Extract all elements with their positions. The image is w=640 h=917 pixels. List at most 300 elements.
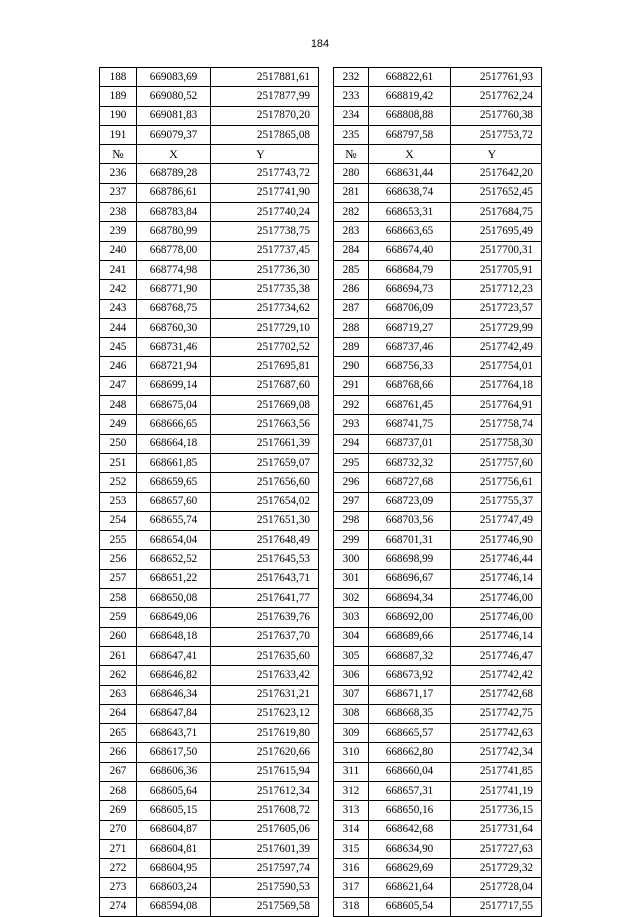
table-row — [334, 241, 542, 260]
cell-y: 2517747,49 — [451, 511, 542, 530]
cell-y: 2517742,42 — [451, 666, 542, 685]
cell-x: 668723,09 — [369, 492, 451, 511]
coordinates-table-left — [99, 67, 319, 917]
cell-y: 2517669,08 — [211, 396, 319, 415]
cell-x: 668648,18 — [137, 627, 211, 646]
table-row — [100, 801, 319, 820]
cell-y: 2517605,06 — [211, 820, 319, 839]
table-row — [100, 646, 319, 665]
cell-num: 264 — [100, 704, 137, 723]
cell-y: 2517736,30 — [211, 260, 319, 279]
column-header-x: X — [369, 145, 451, 164]
cell-y: 2517601,39 — [211, 839, 319, 858]
table-row — [334, 415, 542, 434]
cell-x: 668617,50 — [137, 743, 211, 762]
cell-num: 272 — [100, 859, 137, 878]
cell-x: 668605,54 — [369, 897, 451, 916]
cell-y: 2517746,14 — [451, 627, 542, 646]
table-row — [100, 164, 319, 183]
table-row — [334, 531, 542, 550]
cell-num: 263 — [100, 685, 137, 704]
cell-num: 255 — [100, 531, 137, 550]
table-row — [100, 897, 319, 916]
cell-x: 668674,40 — [369, 241, 451, 260]
cell-y: 2517737,45 — [211, 241, 319, 260]
table-row — [334, 550, 542, 569]
cell-y: 2517741,90 — [211, 183, 319, 202]
cell-x: 668780,99 — [137, 222, 211, 241]
column-header-num: № — [100, 145, 137, 164]
table-row — [100, 357, 319, 376]
cell-num: 287 — [334, 299, 369, 318]
cell-x: 668605,64 — [137, 781, 211, 800]
table-row — [334, 820, 542, 839]
table-row — [100, 743, 319, 762]
cell-num: 281 — [334, 183, 369, 202]
cell-num: 285 — [334, 260, 369, 279]
cell-x: 668604,95 — [137, 859, 211, 878]
cell-y: 2517865,08 — [211, 125, 319, 144]
cell-y: 2517746,44 — [451, 550, 542, 569]
cell-y: 2517597,74 — [211, 859, 319, 878]
cell-num: 256 — [100, 550, 137, 569]
cell-num: 273 — [100, 878, 137, 897]
cell-num: 312 — [334, 781, 369, 800]
table-row — [100, 724, 319, 743]
table-row — [334, 106, 542, 125]
cell-y: 2517734,62 — [211, 299, 319, 318]
table-row — [334, 878, 542, 897]
table-row — [100, 839, 319, 858]
cell-y: 2517754,01 — [451, 357, 542, 376]
cell-num: 301 — [334, 569, 369, 588]
cell-num: 282 — [334, 203, 369, 222]
cell-num: 271 — [100, 839, 137, 858]
table-row — [334, 724, 542, 743]
cell-x: 668760,30 — [137, 318, 211, 337]
cell-y: 2517881,61 — [211, 68, 319, 87]
cell-num: 294 — [334, 434, 369, 453]
cell-num: 269 — [100, 801, 137, 820]
cell-num: 259 — [100, 608, 137, 627]
cell-x: 668684,79 — [369, 260, 451, 279]
cell-y: 2517643,71 — [211, 569, 319, 588]
cell-x: 668659,65 — [137, 473, 211, 492]
cell-num: 317 — [334, 878, 369, 897]
cell-num: 253 — [100, 492, 137, 511]
cell-num: 233 — [334, 87, 369, 106]
cell-x: 668643,71 — [137, 724, 211, 743]
table-row — [334, 801, 542, 820]
cell-num: 303 — [334, 608, 369, 627]
cell-num: 257 — [100, 569, 137, 588]
cell-x: 668665,57 — [369, 724, 451, 743]
cell-y: 2517590,53 — [211, 878, 319, 897]
cell-y: 2517612,34 — [211, 781, 319, 800]
cell-x: 668603,24 — [137, 878, 211, 897]
table-row — [100, 87, 319, 106]
cell-y: 2517756,61 — [451, 473, 542, 492]
cell-y: 2517635,60 — [211, 646, 319, 665]
table-row — [100, 241, 319, 260]
cell-x: 668737,01 — [369, 434, 451, 453]
table-row — [100, 859, 319, 878]
cell-num: 289 — [334, 338, 369, 357]
cell-num: 244 — [100, 318, 137, 337]
cell-y: 2517742,63 — [451, 724, 542, 743]
cell-num: 250 — [100, 434, 137, 453]
table-row — [334, 318, 542, 337]
cell-num: 292 — [334, 396, 369, 415]
table-row — [100, 781, 319, 800]
cell-num: 290 — [334, 357, 369, 376]
cell-y: 2517623,12 — [211, 704, 319, 723]
table-row — [334, 666, 542, 685]
cell-num: 274 — [100, 897, 137, 916]
cell-x: 669080,52 — [137, 87, 211, 106]
table-row — [100, 318, 319, 337]
cell-y: 2517764,18 — [451, 376, 542, 395]
cell-x: 668771,90 — [137, 280, 211, 299]
cell-num: 311 — [334, 762, 369, 781]
table-row — [334, 646, 542, 665]
cell-num: 306 — [334, 666, 369, 685]
cell-num: 295 — [334, 453, 369, 472]
cell-y: 2517738,75 — [211, 222, 319, 241]
cell-y: 2517746,00 — [451, 608, 542, 627]
table-row — [334, 839, 542, 858]
cell-x: 668783,84 — [137, 203, 211, 222]
cell-x: 668657,31 — [369, 781, 451, 800]
cell-y: 2517642,20 — [451, 164, 542, 183]
cell-y: 2517736,15 — [451, 801, 542, 820]
header-row — [100, 145, 319, 164]
table-row — [100, 299, 319, 318]
cell-num: 246 — [100, 357, 137, 376]
cell-x: 668604,87 — [137, 820, 211, 839]
cell-num: 249 — [100, 415, 137, 434]
cell-y: 2517659,07 — [211, 453, 319, 472]
cell-num: 299 — [334, 531, 369, 550]
cell-num: 313 — [334, 801, 369, 820]
cell-x: 668694,73 — [369, 280, 451, 299]
cell-x: 668699,14 — [137, 376, 211, 395]
cell-num: 248 — [100, 396, 137, 415]
cell-y: 2517729,10 — [211, 318, 319, 337]
cell-num: 241 — [100, 260, 137, 279]
cell-x: 669083,69 — [137, 68, 211, 87]
table-row — [100, 203, 319, 222]
cell-num: 260 — [100, 627, 137, 646]
table-row — [334, 280, 542, 299]
cell-num: 245 — [100, 338, 137, 357]
table-row — [100, 608, 319, 627]
cell-x: 668808,88 — [369, 106, 451, 125]
cell-num: 267 — [100, 762, 137, 781]
cell-x: 668698,99 — [369, 550, 451, 569]
table-row — [100, 222, 319, 241]
table-row — [100, 492, 319, 511]
cell-y: 2517742,34 — [451, 743, 542, 762]
table-row — [334, 396, 542, 415]
cell-x: 668727,68 — [369, 473, 451, 492]
table-row — [334, 338, 542, 357]
table-row — [100, 106, 319, 125]
cell-x: 668797,58 — [369, 125, 451, 144]
cell-y: 2517615,94 — [211, 762, 319, 781]
cell-num: 314 — [334, 820, 369, 839]
table-row — [100, 473, 319, 492]
table-row — [334, 203, 542, 222]
cell-y: 2517729,99 — [451, 318, 542, 337]
cell-y: 2517729,32 — [451, 859, 542, 878]
cell-y: 2517684,75 — [451, 203, 542, 222]
table-row — [100, 762, 319, 781]
table-row — [334, 859, 542, 878]
cell-y: 2517731,64 — [451, 820, 542, 839]
table-row — [334, 781, 542, 800]
cell-num: 291 — [334, 376, 369, 395]
table-row — [334, 569, 542, 588]
table-row — [334, 183, 542, 202]
cell-num: 296 — [334, 473, 369, 492]
cell-num: 258 — [100, 589, 137, 608]
cell-x: 668661,85 — [137, 453, 211, 472]
cell-num: 190 — [100, 106, 137, 125]
cell-x: 668731,46 — [137, 338, 211, 357]
cell-y: 2517717,55 — [451, 897, 542, 916]
table-row — [334, 608, 542, 627]
cell-num: 302 — [334, 589, 369, 608]
cell-num: 305 — [334, 646, 369, 665]
cell-num: 307 — [334, 685, 369, 704]
cell-num: 300 — [334, 550, 369, 569]
table-row — [334, 685, 542, 704]
cell-x: 668647,41 — [137, 646, 211, 665]
cell-y: 2517705,91 — [451, 260, 542, 279]
cell-num: 251 — [100, 453, 137, 472]
table-row — [334, 453, 542, 472]
cell-x: 668646,82 — [137, 666, 211, 685]
cell-num: 318 — [334, 897, 369, 916]
column-header-x: X — [137, 145, 211, 164]
cell-x: 668761,45 — [369, 396, 451, 415]
cell-y: 2517652,45 — [451, 183, 542, 202]
cell-x: 668651,22 — [137, 569, 211, 588]
cell-x: 668655,74 — [137, 511, 211, 530]
table-row — [100, 820, 319, 839]
table-row — [100, 125, 319, 144]
cell-num: 189 — [100, 87, 137, 106]
table-row — [100, 434, 319, 453]
table-row — [334, 897, 542, 916]
cell-num: 236 — [100, 164, 137, 183]
cell-x: 668649,06 — [137, 608, 211, 627]
cell-x: 668605,15 — [137, 801, 211, 820]
cell-y: 2517645,53 — [211, 550, 319, 569]
table-row — [334, 743, 542, 762]
cell-num: 238 — [100, 203, 137, 222]
table-row — [100, 68, 319, 87]
cell-num: 239 — [100, 222, 137, 241]
table-row — [334, 125, 542, 144]
cell-num: 308 — [334, 704, 369, 723]
table-row — [334, 164, 542, 183]
cell-x: 668671,17 — [369, 685, 451, 704]
cell-x: 668768,66 — [369, 376, 451, 395]
cell-y: 2517761,93 — [451, 68, 542, 87]
cell-num: 243 — [100, 299, 137, 318]
table-row — [100, 376, 319, 395]
cell-x: 668652,52 — [137, 550, 211, 569]
table-row — [100, 589, 319, 608]
cell-y: 2517740,24 — [211, 203, 319, 222]
cell-x: 668819,42 — [369, 87, 451, 106]
cell-y: 2517695,49 — [451, 222, 542, 241]
cell-y: 2517608,72 — [211, 801, 319, 820]
cell-y: 2517762,24 — [451, 87, 542, 106]
cell-num: 297 — [334, 492, 369, 511]
column-header-num: № — [334, 145, 369, 164]
cell-y: 2517633,42 — [211, 666, 319, 685]
cell-y: 2517758,74 — [451, 415, 542, 434]
table-row — [334, 357, 542, 376]
cell-num: 266 — [100, 743, 137, 762]
cell-x: 668768,75 — [137, 299, 211, 318]
cell-num: 280 — [334, 164, 369, 183]
cell-y: 2517712,23 — [451, 280, 542, 299]
column-header-y: Y — [211, 145, 319, 164]
cell-x: 668696,67 — [369, 569, 451, 588]
cell-y: 2517755,37 — [451, 492, 542, 511]
cell-x: 668666,65 — [137, 415, 211, 434]
cell-x: 669079,37 — [137, 125, 211, 144]
cell-y: 2517695,81 — [211, 357, 319, 376]
cell-x: 668650,16 — [369, 801, 451, 820]
table-row — [334, 376, 542, 395]
table-row — [100, 569, 319, 588]
cell-y: 2517651,30 — [211, 511, 319, 530]
cell-x: 668706,09 — [369, 299, 451, 318]
cell-num: 283 — [334, 222, 369, 241]
cell-y: 2517620,66 — [211, 743, 319, 762]
cell-x: 668692,00 — [369, 608, 451, 627]
cell-y: 2517656,60 — [211, 473, 319, 492]
cell-x: 668732,32 — [369, 453, 451, 472]
header-row — [334, 145, 542, 164]
cell-x: 668786,61 — [137, 183, 211, 202]
cell-x: 668774,98 — [137, 260, 211, 279]
cell-y: 2517661,39 — [211, 434, 319, 453]
table-row — [334, 589, 542, 608]
cell-num: 240 — [100, 241, 137, 260]
cell-x: 668822,61 — [369, 68, 451, 87]
cell-y: 2517648,49 — [211, 531, 319, 550]
table-row — [334, 222, 542, 241]
cell-x: 668737,46 — [369, 338, 451, 357]
cell-x: 668642,68 — [369, 820, 451, 839]
cell-y: 2517742,49 — [451, 338, 542, 357]
cell-x: 668650,08 — [137, 589, 211, 608]
cell-x: 668675,04 — [137, 396, 211, 415]
cell-num: 235 — [334, 125, 369, 144]
cell-x: 668647,84 — [137, 704, 211, 723]
cell-y: 2517639,76 — [211, 608, 319, 627]
table-row — [100, 666, 319, 685]
cell-x: 668629,69 — [369, 859, 451, 878]
table-row — [100, 183, 319, 202]
cell-y: 2517743,72 — [211, 164, 319, 183]
cell-y: 2517758,30 — [451, 434, 542, 453]
cell-num: 286 — [334, 280, 369, 299]
cell-x: 668631,44 — [369, 164, 451, 183]
cell-num: 309 — [334, 724, 369, 743]
cell-num: 232 — [334, 68, 369, 87]
cell-num: 288 — [334, 318, 369, 337]
cell-y: 2517637,70 — [211, 627, 319, 646]
table-row — [100, 627, 319, 646]
table-row — [334, 87, 542, 106]
cell-y: 2517741,85 — [451, 762, 542, 781]
cell-y: 2517619,80 — [211, 724, 319, 743]
table-row — [334, 68, 542, 87]
cell-num: 191 — [100, 125, 137, 144]
table-row — [100, 396, 319, 415]
table-row — [100, 878, 319, 897]
cell-y: 2517663,56 — [211, 415, 319, 434]
cell-y: 2517631,21 — [211, 685, 319, 704]
table-row — [100, 531, 319, 550]
cell-y: 2517746,90 — [451, 531, 542, 550]
cell-x: 668673,92 — [369, 666, 451, 685]
cell-num: 270 — [100, 820, 137, 839]
cell-x: 668646,34 — [137, 685, 211, 704]
table-row — [100, 511, 319, 530]
cell-num: 252 — [100, 473, 137, 492]
cell-y: 2517757,60 — [451, 453, 542, 472]
cell-y: 2517735,38 — [211, 280, 319, 299]
cell-num: 316 — [334, 859, 369, 878]
cell-x: 668687,32 — [369, 646, 451, 665]
cell-y: 2517746,00 — [451, 589, 542, 608]
table-row — [100, 453, 319, 472]
cell-x: 668719,27 — [369, 318, 451, 337]
table-row — [334, 762, 542, 781]
cell-y: 2517727,63 — [451, 839, 542, 858]
table-row — [334, 434, 542, 453]
cell-y: 2517746,47 — [451, 646, 542, 665]
table-row — [100, 260, 319, 279]
cell-y: 2517702,52 — [211, 338, 319, 357]
cell-x: 668657,60 — [137, 492, 211, 511]
cell-y: 2517753,72 — [451, 125, 542, 144]
cell-x: 668756,33 — [369, 357, 451, 376]
table-row — [100, 704, 319, 723]
cell-y: 2517569,58 — [211, 897, 319, 916]
cell-y: 2517760,38 — [451, 106, 542, 125]
cell-x: 668660,04 — [369, 762, 451, 781]
cell-num: 242 — [100, 280, 137, 299]
coordinates-table-right — [333, 67, 542, 917]
cell-x: 668653,31 — [369, 203, 451, 222]
cell-num: 268 — [100, 781, 137, 800]
cell-x: 668594,08 — [137, 897, 211, 916]
cell-num: 265 — [100, 724, 137, 743]
cell-x: 668606,36 — [137, 762, 211, 781]
cell-num: 298 — [334, 511, 369, 530]
table-row — [334, 627, 542, 646]
cell-x: 668789,28 — [137, 164, 211, 183]
